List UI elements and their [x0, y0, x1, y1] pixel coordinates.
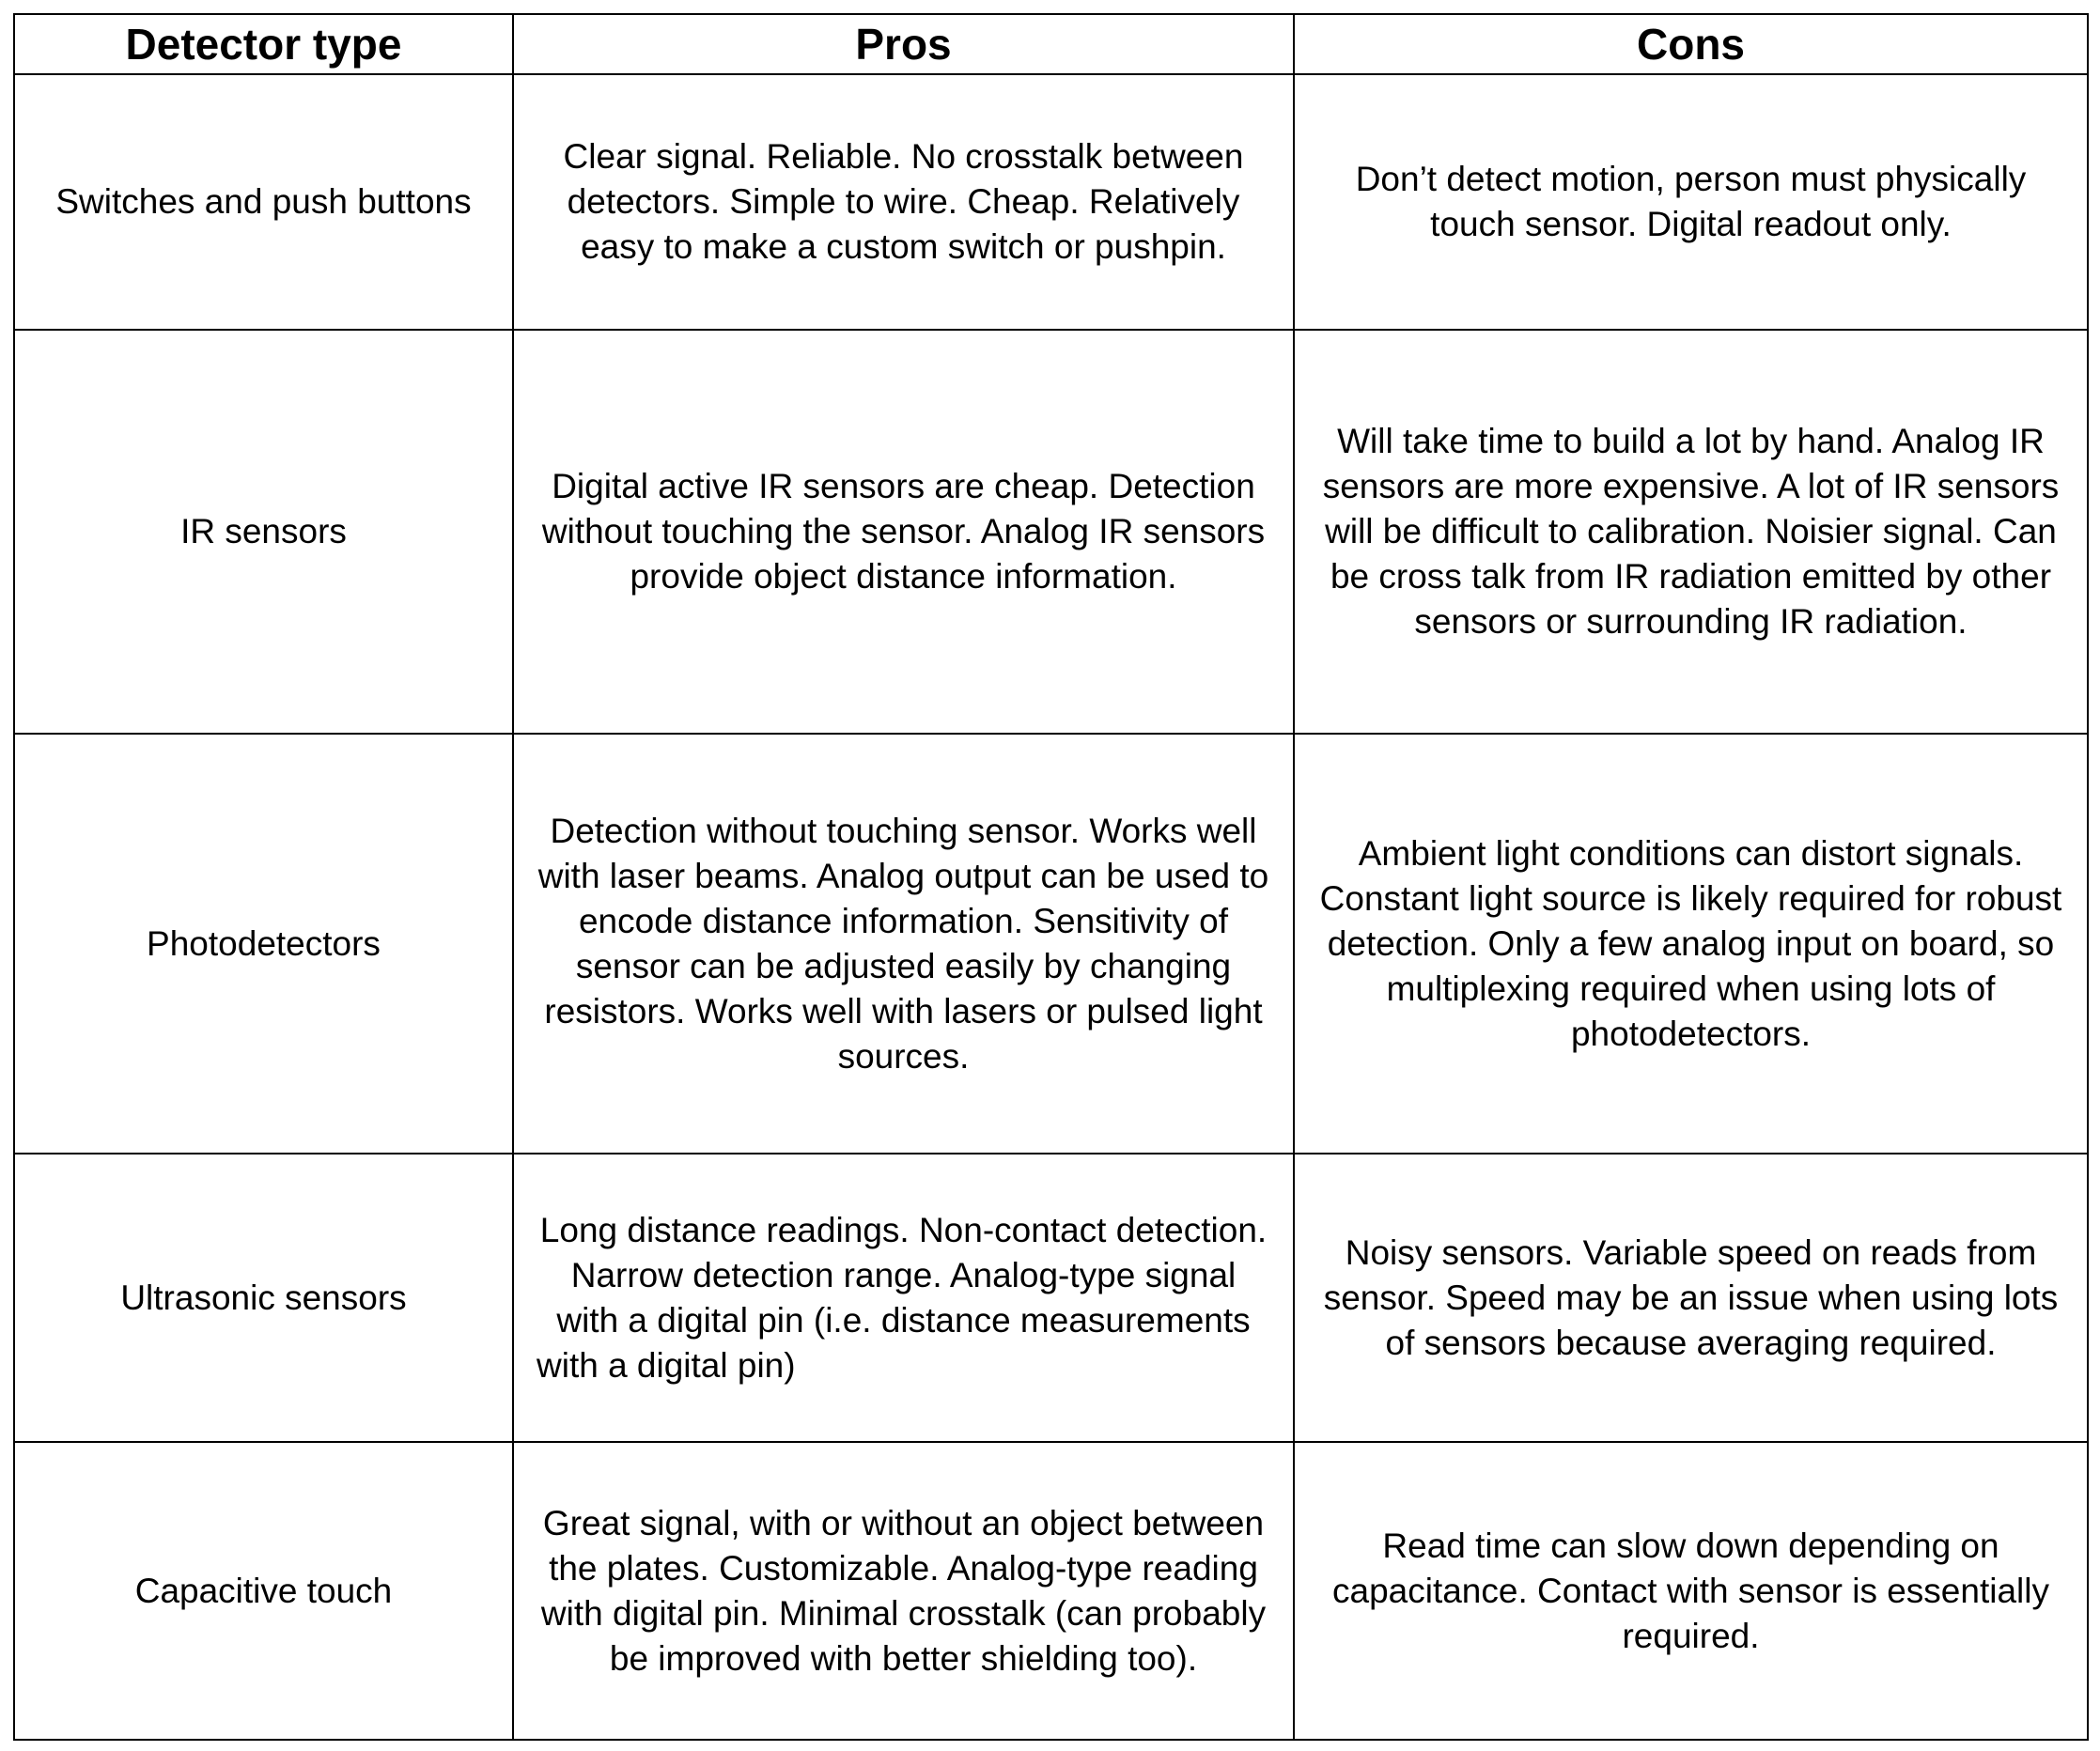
cons-cell: Read time can slow down depending on capacitance. Contact with sensor is essentially required. — [1294, 1442, 2088, 1740]
table-row — [14, 1442, 2088, 1740]
pros-cell: Long distance readings. Non-contact detection. Narrow detection range. Analog-type signal with a digital pin (i.e. distance measurements with a digital pin) — [513, 1154, 1294, 1442]
detector-type-cell: IR sensors — [14, 330, 513, 734]
cons-cell: Will take time to build a lot by hand. Analog IR sensors are more expensive. A lot of IR sensors will be difficult to calibration. Noisier signal. Can be cross talk from IR radiation emitted by other sensors or surrounding IR radiation. — [1294, 330, 2088, 734]
table-header-row — [14, 14, 2088, 74]
table-row — [14, 734, 2088, 1154]
detector-type-cell: Switches and push buttons — [14, 74, 513, 330]
pros-cell: Digital active IR sensors are cheap. Detection without touching the sensor. Analog IR sensors provide object distance information. — [513, 330, 1294, 734]
cons-cell: Ambient light conditions can distort signals. Constant light source is likely required for robust detection. Only a few analog input on board, so multiplexing required when using lots of photodetectors. — [1294, 734, 2088, 1154]
pros-cell: Clear signal. Reliable. No crosstalk between detectors. Simple to wire. Cheap. Relatively easy to make a custom switch or pushpin. — [513, 74, 1294, 330]
table-row — [14, 1154, 2088, 1442]
detector-comparison-table — [13, 13, 2089, 1741]
detector-type-cell: Photodetectors — [14, 734, 513, 1154]
table-row — [14, 74, 2088, 330]
header-cons: Cons — [1294, 14, 2088, 74]
header-detector-type: Detector type — [14, 14, 513, 74]
cons-cell: Don’t detect motion, person must physically touch sensor. Digital readout only. — [1294, 74, 2088, 330]
detector-type-cell: Capacitive touch — [14, 1442, 513, 1740]
pros-cell: Great signal, with or without an object between the plates. Customizable. Analog-type reading with digital pin. Minimal crosstalk (can probably be improved with better shielding too). — [513, 1442, 1294, 1740]
table-row — [14, 330, 2088, 734]
cons-cell: Noisy sensors. Variable speed on reads from sensor. Speed may be an issue when using lots of sensors because averaging required. — [1294, 1154, 2088, 1442]
pros-cell: Detection without touching sensor. Works well with laser beams. Analog output can be used to encode distance information. Sensitivity of sensor can be adjusted easily by changing resistors. Works well with lasers or pulsed light sources. — [513, 734, 1294, 1154]
header-pros: Pros — [513, 14, 1294, 74]
detector-type-cell: Ultrasonic sensors — [14, 1154, 513, 1442]
